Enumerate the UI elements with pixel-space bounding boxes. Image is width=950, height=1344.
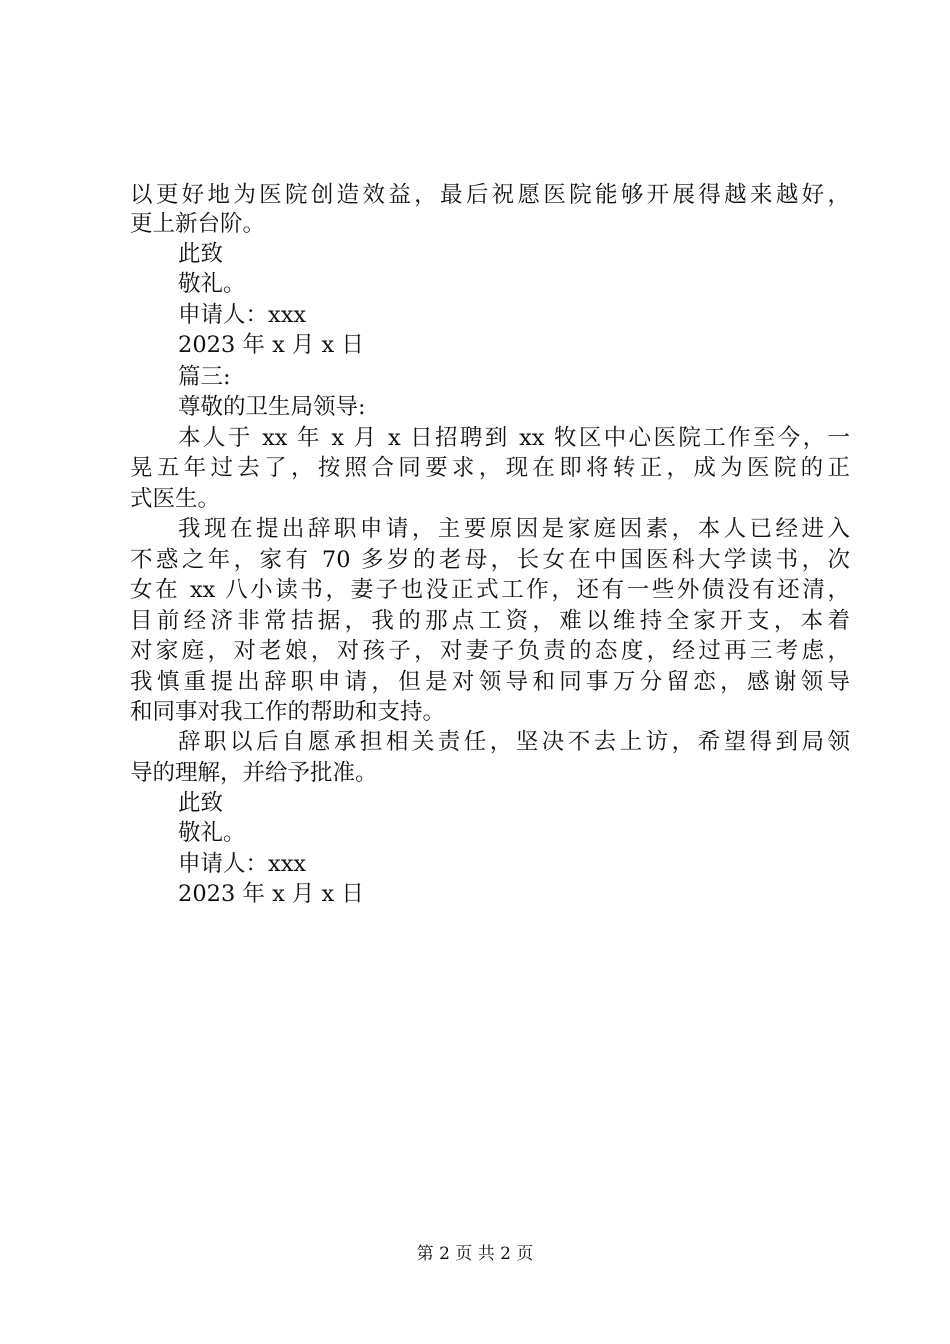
body-line: 我慎重提出辞职申请，但是对领导和同事万分留恋，感谢领导 bbox=[130, 669, 850, 695]
body-line: 导的理解，并给予批准。 bbox=[130, 760, 378, 786]
body-line: 我现在提出辞职申请，主要原因是家庭因素，本人已经进入 bbox=[178, 516, 850, 542]
section-heading: 篇三: bbox=[178, 364, 231, 390]
body-line: 以更好地为医院创造效益，最后祝愿医院能够开展得越来越好， bbox=[130, 182, 850, 208]
closing-line: 敬礼。 bbox=[178, 820, 246, 846]
closing-line: 此致 bbox=[178, 790, 224, 816]
salutation: 尊敬的卫生局领导: bbox=[178, 394, 366, 420]
body-line: 辞职以后自愿承担相关责任，坚决不去上访，希望得到局领 bbox=[178, 729, 850, 755]
body-line: 晃五年过去了，按照合同要求，现在即将转正，成为医院的正 bbox=[130, 455, 850, 481]
body-line: 本人于 xx 年 x 月 x 日招聘到 xx 牧区中心医院工作至今，一 bbox=[178, 425, 850, 451]
date-line: 2023 年 x 月 x 日 bbox=[178, 332, 364, 358]
body-line: 女在 xx 八小读书，妻子也没正式工作，还有一些外债没有还清， bbox=[130, 577, 850, 603]
body-line: 目前经济非常拮据，我的那点工资，难以维持全家开支，本着 bbox=[130, 608, 850, 634]
date-line: 2023 年 x 月 x 日 bbox=[178, 881, 364, 907]
body-line: 和同事对我工作的帮助和支持。 bbox=[130, 699, 446, 725]
applicant-line: 申请人：xxx bbox=[178, 851, 307, 877]
body-line: 更上新台阶。 bbox=[130, 211, 266, 237]
body-line: 对家庭，对老娘，对孩子，对妻子负责的态度，经过再三考虑， bbox=[130, 638, 850, 664]
body-line: 式医生。 bbox=[130, 486, 221, 512]
page-number: 第 2 页 共 2 页 bbox=[416, 1244, 534, 1264]
body-line: 不惑之年，家有 70 多岁的老母，长女在中国医科大学读书，次 bbox=[130, 547, 850, 573]
applicant-line: 申请人：xxx bbox=[178, 302, 307, 328]
closing-line: 敬礼。 bbox=[178, 271, 246, 297]
closing-line: 此致 bbox=[178, 241, 224, 267]
